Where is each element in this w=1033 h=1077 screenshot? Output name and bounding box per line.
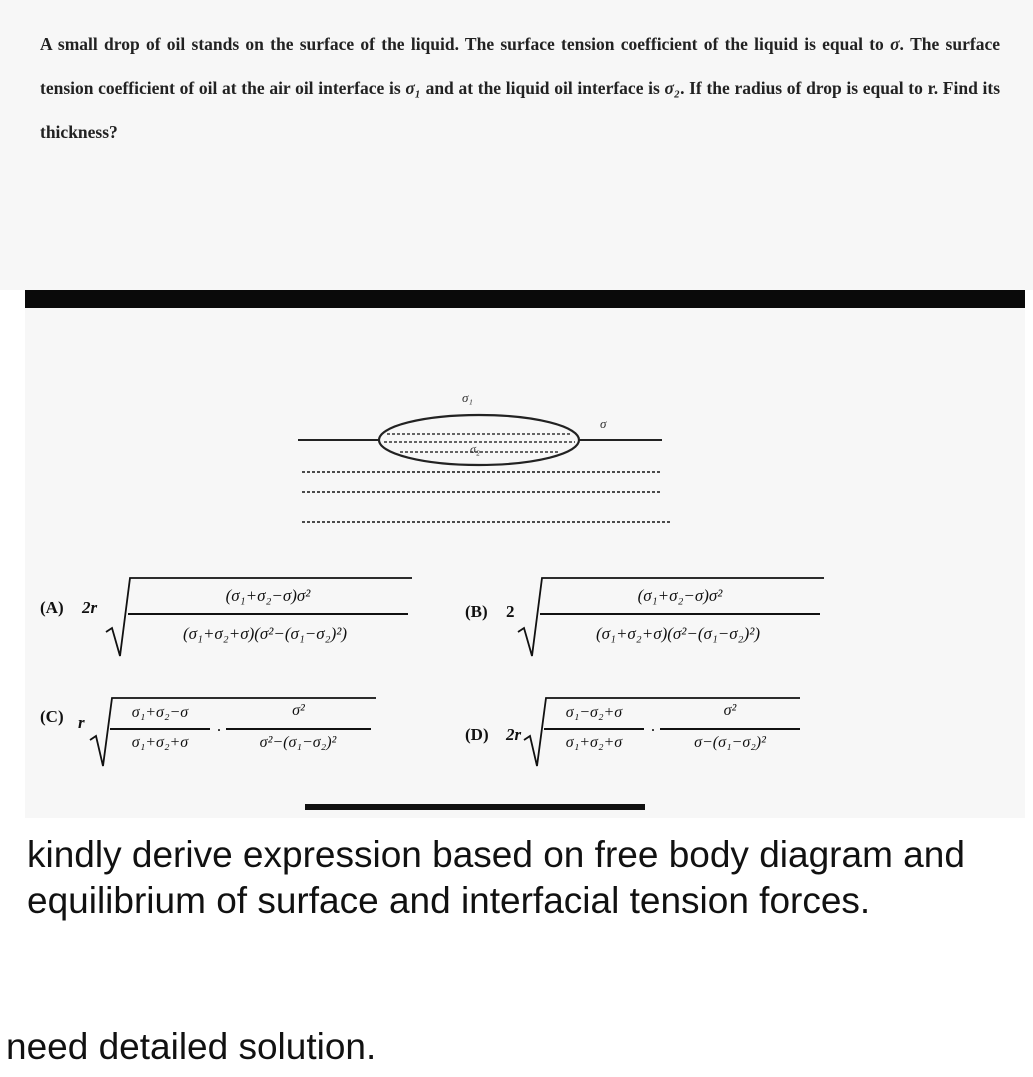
label-sigma2: σ₂ xyxy=(470,442,481,456)
option-b-denominator: (σ₁+σ₂+σ)(σ²−(σ₁−σ₂)²) xyxy=(596,624,760,643)
sigma-symbol: σ xyxy=(890,34,900,54)
option-d-num2: σ² xyxy=(723,702,737,719)
sigma1-symbol: σ₁ xyxy=(405,78,421,98)
separator-line xyxy=(305,804,645,810)
option-c-label: (C) xyxy=(40,707,64,726)
divider-bar xyxy=(25,290,1025,308)
option-c-den1: σ₁+σ₂+σ xyxy=(131,734,189,751)
fraction-bar xyxy=(544,728,644,730)
option-b-numerator: (σ₁+σ₂−σ)σ² xyxy=(637,586,723,605)
option-c-num2: σ² xyxy=(292,702,305,719)
option-d-num1: σ₁−σ₂+σ xyxy=(565,704,623,721)
label-sigma1: σ₁ xyxy=(462,390,473,405)
option-b-label: (B) xyxy=(465,602,488,621)
fraction-bar xyxy=(660,728,800,730)
option-d-coef: 2r xyxy=(506,725,522,744)
fraction-bar xyxy=(110,728,210,730)
question-text: A small drop of oil stands on the surface of the liquid. The surface tension coefficient of the liquid is equal to σ. The surface tension coefficient of oil at the air oil interface is σ₁ and at the liquid oil interface is σ₂. If the radius of drop is equal to r. Find its thickness? xyxy=(40,34,1001,142)
fraction-bar xyxy=(226,728,371,730)
option-b-coef: 2 xyxy=(506,602,515,621)
option-a-label: (A) xyxy=(40,598,64,617)
oil-drop xyxy=(379,415,579,465)
option-a-numerator: (σ₁+σ₂−σ)σ² xyxy=(225,586,311,605)
option-c-num1: σ₁+σ₂−σ xyxy=(131,704,189,721)
fraction-bar xyxy=(128,613,408,615)
request-note-detail: need detailed solution. xyxy=(6,1026,377,1067)
fraction-bar xyxy=(540,613,820,615)
option-d-den1: σ₁+σ₂+σ xyxy=(565,734,623,751)
sigma2-symbol: σ₂ xyxy=(664,78,681,98)
option-c-den2: σ²−(σ₁−σ₂)² xyxy=(259,734,337,751)
option-a-coef: 2r xyxy=(82,598,98,617)
request-note: kindly derive expression based on free body diagram and equilibrium of surface and interfacial tension forces. xyxy=(27,834,965,921)
option-d-label: (D) xyxy=(465,725,489,744)
option-c-coef: r xyxy=(78,713,85,732)
option-a-denominator: (σ₁+σ₂+σ)(σ²−(σ₁−σ₂)²) xyxy=(183,624,347,643)
oil-drop-diagram xyxy=(290,380,680,540)
label-sigma: σ xyxy=(600,416,607,431)
option-d-den2: σ−(σ₁−σ₂)² xyxy=(694,734,766,751)
